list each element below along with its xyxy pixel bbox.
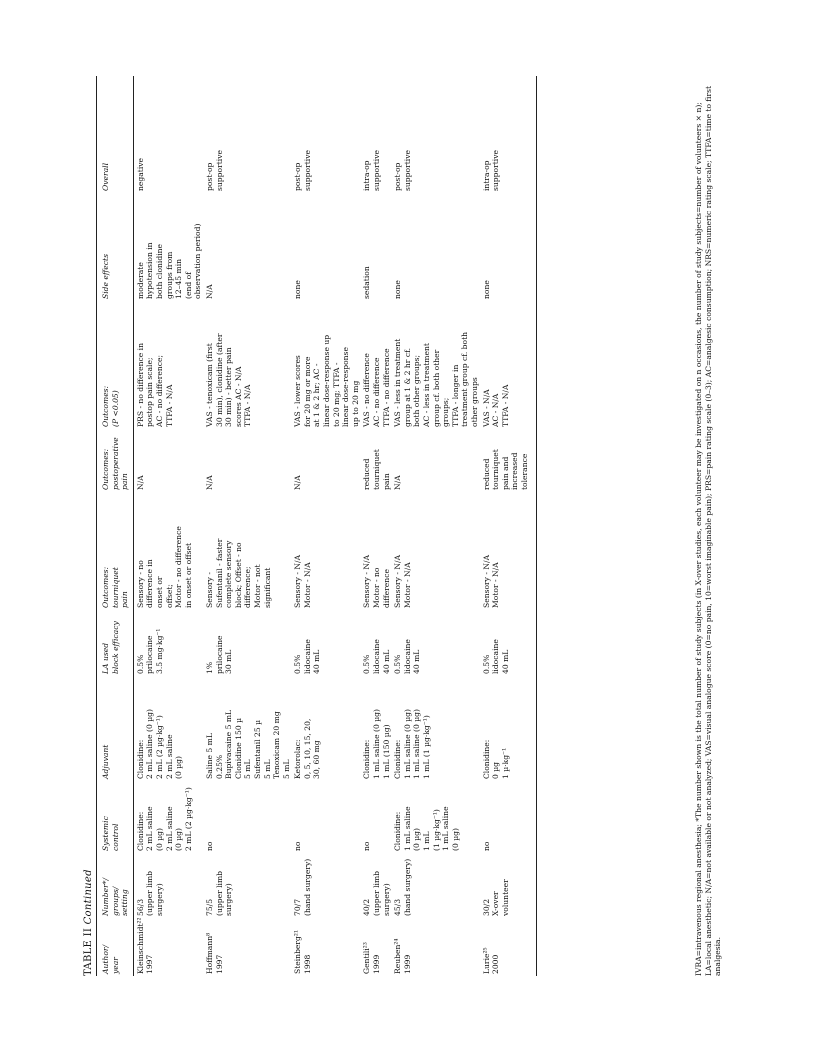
cell-overall: post-op supportive bbox=[204, 150, 224, 191]
cell-author: Hoffmann⁸ 1997 bbox=[204, 932, 224, 974]
cell-overall: negative bbox=[135, 157, 145, 191]
table-caption bbox=[83, 869, 94, 976]
header-number: Number*/ groups/ setting bbox=[97, 853, 134, 918]
cell-tourniquet-pain: Sensory - N/A Motor - N/A bbox=[393, 554, 412, 608]
cell-adjuvant: Ketorolac: 0, 5, 10, 15, 20, 30, 60 mg bbox=[293, 718, 322, 779]
cell-adjuvant: Clonidine: 1 mL saline (0 µg) 1 mL saline (0 µg) 1 mL (1 µg·kg⁻¹) bbox=[393, 709, 431, 779]
cell-la-used: 0.5% lidocaine 40 mL bbox=[293, 639, 322, 674]
cell-number: 40/2 (upper limb surgery) bbox=[362, 870, 391, 916]
cell-side-effects: none bbox=[393, 280, 403, 299]
table-row bbox=[291, 76, 360, 976]
cell-outcomes: VAS - lower scores for 20 mg or more at 1 & 2 hr; AC - linear dose-response up to 20 mg; TTFA - linear dose-response up to 20 mg bbox=[293, 334, 360, 427]
cell-side-effects: none bbox=[480, 193, 536, 301]
cell-tourniquet-pain: Sensory - N/A Motor - N/A bbox=[480, 492, 536, 610]
cell-author: Gentili²³ 1999 bbox=[362, 942, 382, 974]
header-tourniquet-pain: Outcomes: tourniquet pain bbox=[97, 492, 134, 610]
header-row bbox=[97, 76, 134, 976]
cell-systemic-control: no bbox=[362, 841, 372, 851]
table-footnote: IVRA=intravenous regional anesthesia; *The number shown is the total number of study subjects (in X-over studies, each volunteer may be investigated on n occasions, the number of study subjects=number of volunteers × n); LA=local anesthetic; N/A=not available or not analyzed; VAS=visual analogue score (0=no pain, 10=worst imaginable pain); PRS=pain rating scale (0–3); AC=analgesic consumption; NRS=numeric rating scale; TTFA=time to first analgesia. bbox=[694, 85, 723, 976]
cell-side-effects: none bbox=[293, 280, 303, 299]
rotated-page bbox=[80, 76, 736, 976]
table-row bbox=[360, 76, 391, 976]
cell-la-used: 0.5% lidocaine 40 mL bbox=[480, 610, 536, 676]
cell-systemic-control: Clonidine: 2 mL saline (0 µg) 2 mL saline (0 µg) 2 mL (2 µg·kg⁻¹) bbox=[135, 787, 193, 851]
cell-number: 75/5 (upper limb surgery) bbox=[204, 870, 234, 916]
table-continued: Continued bbox=[83, 869, 94, 925]
cell-systemic-control: no bbox=[293, 841, 303, 851]
cell-la-used: 0.5% lidocaine 40 mL bbox=[362, 639, 391, 674]
header-author: Author/ year bbox=[97, 918, 134, 976]
header-side-effects: Side effects bbox=[97, 193, 134, 301]
header-adjuvant: Adjuvant bbox=[97, 676, 134, 781]
cell-postoperative-pain: reduced tourniquet pain bbox=[362, 449, 391, 490]
header-systemic-control: Systemic control bbox=[97, 781, 134, 853]
cell-adjuvant: Clonidine: 0 µg 1 µ·kg⁻¹ bbox=[480, 676, 536, 781]
table-row bbox=[480, 76, 536, 976]
cell-systemic-control: Clonidine: 1 mL saline (0 µg) 1 mL (1 µg·kg⁻¹) 1 mL saline (0 µg) bbox=[393, 806, 460, 851]
cell-outcomes: PRS - no difference in postop pain scale; AC - no difference; TTFA - N/A bbox=[135, 343, 174, 427]
cell-author: Kleinschmidt²² 1997 bbox=[135, 917, 155, 974]
header-postoperative-pain: Outcomes: postoperative pain bbox=[97, 429, 134, 492]
cell-adjuvant: Saline 5 mL 0.25% Bupivacaine 5 mL Clonidine 150 µ 5 mL Sufentanil 25 µ 5 mL Tenoxicam 20 mg 5 mL bbox=[204, 709, 291, 779]
cell-systemic-control: no bbox=[204, 841, 214, 851]
cell-author: Reuben²⁴ 1999 bbox=[393, 938, 412, 974]
cell-tourniquet-pain: Sensory - N/A Motor - no difference bbox=[362, 554, 391, 608]
cell-side-effects: N/A bbox=[204, 284, 214, 299]
header-overall: Overall bbox=[97, 76, 134, 193]
cell-number: 70/7 (hand surgery) bbox=[293, 858, 312, 916]
cell-outcomes: VAS - tenoxicam (first 30 min), clonidine (after 30 min) - better pain scores AC - N/A TTFA - N/A bbox=[204, 333, 253, 427]
cell-la-used: 1% prilocaine 30 mL bbox=[204, 635, 234, 674]
cell-overall: post-op supportive bbox=[393, 150, 412, 191]
cell-adjuvant: Clonidine: 1 mL saline (0 µg) 1 mL (150 µg) bbox=[362, 709, 391, 779]
cell-tourniquet-pain: Sensory - no difference in onset or offset; Motor - no difference in onset or offset bbox=[135, 526, 193, 608]
cell-overall: post-op supportive bbox=[293, 150, 312, 191]
cell-side-effects: sedation bbox=[362, 266, 372, 299]
table-row bbox=[203, 76, 291, 976]
cell-outcomes: VAS - less in treatment group at 1 & 2 hr cf. both other groups; AC - less in treatment group cf. both other groups; TTFA - longer in treatment group cf. both other groups bbox=[393, 331, 479, 427]
study-table bbox=[96, 76, 537, 976]
cell-tourniquet-pain: Sensory - N/A Motor - N/A bbox=[293, 554, 312, 608]
cell-number: 45/3 (hand surgery) bbox=[393, 858, 412, 916]
cell-la-used: 0.5% lidocaine 40 mL bbox=[393, 639, 422, 674]
cell-postoperative-pain: N/A bbox=[135, 475, 145, 490]
cell-la-used: 0.5% prilocaine 3.5 mg·kg⁻¹ bbox=[135, 628, 164, 674]
header-outcomes: Outcomes: (P <0.05) bbox=[97, 301, 134, 429]
cell-outcomes: VAS - N/A AC - N/A TTFA - N/A bbox=[480, 301, 536, 429]
cell-author: Steinberg²¹ 1998 bbox=[293, 929, 312, 974]
header-la-used: LA used block efficacy bbox=[97, 610, 134, 676]
table-label: TABLE II bbox=[83, 927, 94, 976]
table-row bbox=[133, 76, 203, 976]
cell-postoperative-pain: N/A bbox=[204, 475, 214, 490]
cell-adjuvant: Clonidine: 2 mL saline (0 µg) 2 mL (2 µg·kg⁻¹) 2 mL saline (0 µg) bbox=[135, 709, 184, 779]
cell-author: Lurie²⁵ 2000 bbox=[480, 918, 536, 976]
cell-postoperative-pain: reduced tourniquet pain and increased tolerance bbox=[480, 429, 536, 492]
cell-overall: intra-op supportive bbox=[362, 150, 382, 191]
cell-systemic-control: no bbox=[480, 781, 536, 853]
cell-postoperative-pain: N/A bbox=[293, 475, 303, 490]
table-row bbox=[391, 76, 479, 976]
cell-overall: intra-op supportive bbox=[480, 76, 536, 193]
cell-number: 30/2 X-over volunteer bbox=[480, 853, 536, 918]
cell-side-effects: moderate hypotension in both clonidine groups from 12–45 min (end of observation period) bbox=[135, 223, 203, 299]
cell-tourniquet-pain: Sensory - Sufentanil - faster complete sensory block; Offset - no difference; Motor - not significant bbox=[204, 538, 272, 608]
cell-postoperative-pain: N/A bbox=[393, 475, 403, 490]
cell-number: 56/3 (upper limb surgery) bbox=[135, 870, 164, 916]
cell-outcomes: VAS - no difference AC - no difference TTFA - no difference bbox=[362, 348, 391, 427]
